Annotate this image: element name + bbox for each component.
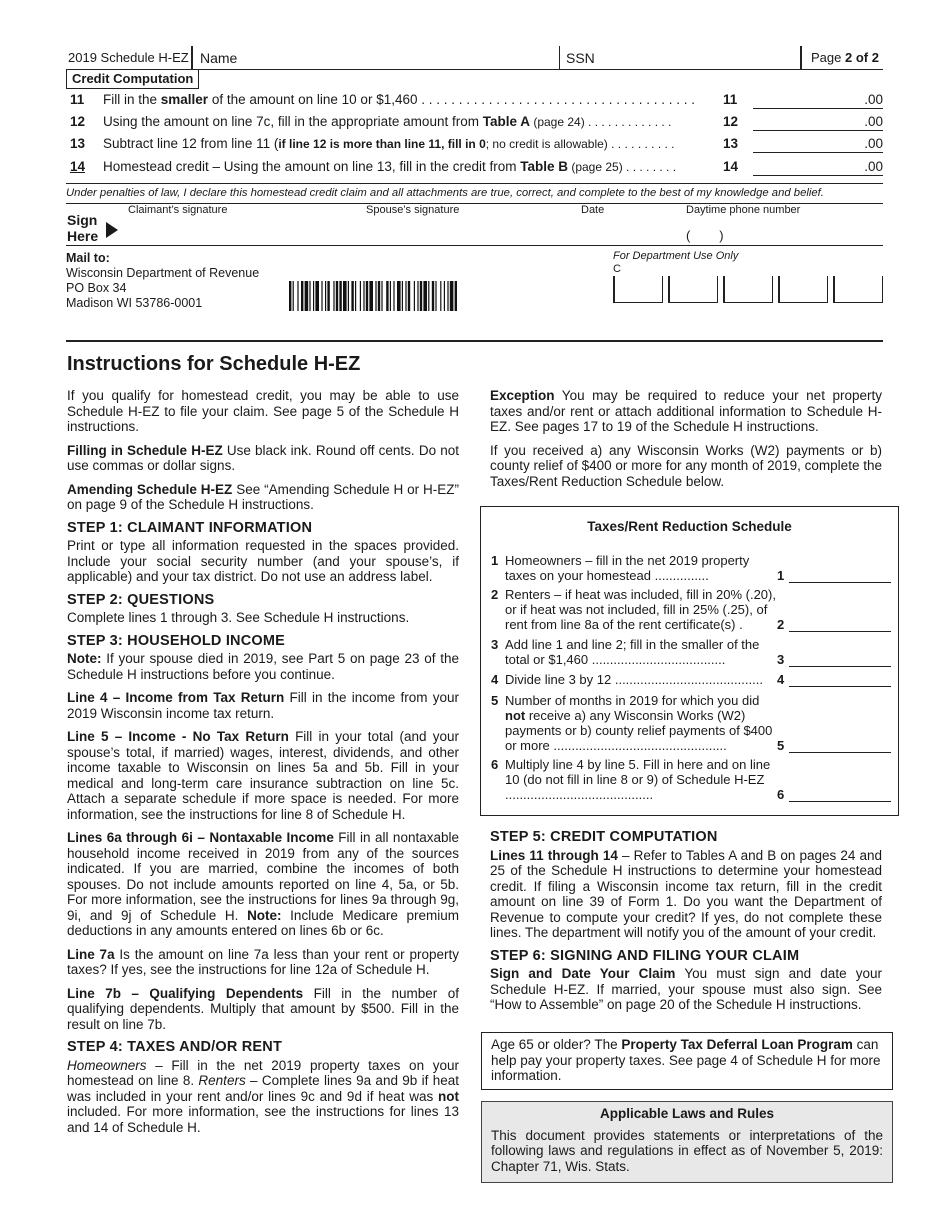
date-field[interactable] (580, 218, 680, 242)
line6-paragraph: Lines 6a through 6i – Nontaxable Income Fill in all nontaxable household income received in 2019 from any of the sources indicated. If you are married, combine the incomes of both spouses. Do not include amounts reported on line 4, 5a, or 5b. For more information, see the instructions for lines 9a through 9g, 9i, and 9j of Schedule H. Note: Include Medicare premium deductions in any amounts entered on lines 6b or 6c. (67, 830, 459, 938)
age-65-box: Age 65 or older? The Property Tax Deferral Loan Program can help pay your property taxes. See page 4 of Schedule H for more information. (481, 1032, 893, 1090)
filling-paragraph: Filling in Schedule H-EZ Use black ink. Round off cents. Do not use commas or dollar signs. (67, 442, 459, 473)
taxes-rent-reduction-schedule: Taxes/Rent Reduction Schedule 1 Homeowners – fill in the net 2019 property taxes on your homestead ............... 1 2 Renters – if heat was included, fill in 20% (.20), or if heat was not included, fill in 25% (.25), of rent from line 8a of the rent certificate(s) . 2 3 Add line 1 and line 2; fill in the smaller of the total or $1,460 ..................................... 3 4 Divide line 3 by 12 ......................................... 4 5 Number of months in 2019 for which you did not receive a) any Wisconsin Works (W2) payments or b) county relief payments of $400 or more ................................................ 5 6 Multiply line 4 by line 5. Fill in here and on line 10 (do not fill in line 8 or 9) of Schedule H-EZ ......................................... 6 (480, 506, 899, 816)
amending-paragraph: Amending Schedule H-EZ See “Amending Schedule H or H-EZ” on page 9 of the Schedule H instructions. (67, 481, 459, 512)
credit-computation-title: Credit Computation (66, 70, 199, 89)
intro-text: If you qualify for homestead credit, you may be able to use Schedule H-EZ to file your claim. See page 5 of the Schedule H instructions. (67, 388, 459, 434)
step5-text: Lines 11 through 14 – Refer to Tables A and B on pages 24 and 25 of the Schedule H instructions to determine your homestead credit. If filing a Wisconsin income tax return, fill in the credit amount on line 39 of Form 1. Do you want the Department of Revenue to compute your credit? If yes, do not complete these lines. The department will notify you of the amount of your credit. (490, 847, 882, 940)
dept-code: C (613, 263, 621, 275)
credit-line-11: 11 Fill in the smaller of the amount on line 10 or $1,460 . . . . . . . . . . . . . . . . . . . . . . . . . . . . . . . . . . . . . 11 .00 (70, 92, 883, 107)
divider (66, 183, 883, 184)
dept-box-5 (833, 276, 883, 303)
divider (800, 46, 802, 70)
line-13-amount-field[interactable]: .00 (753, 136, 883, 153)
spouse-signature-field[interactable] (365, 218, 575, 242)
laws-title: Applicable Laws and Rules (599, 1106, 775, 1121)
note-paragraph: Note: If your spouse died in 2019, see Part 5 on page 23 of the Schedule H instructions before you continue. (67, 651, 459, 682)
dept-use-label: For Department Use Only (613, 250, 739, 262)
credit-line-14: 14 Homestead credit – Using the amount on line 13, fill in the credit from Table B (page 25) . . . . . . . . 14 .00 (70, 159, 883, 174)
arrow-right-icon (105, 221, 119, 239)
instructions-left-column (67, 388, 459, 1143)
claimant-signature-label: Claimant’s signature (128, 204, 228, 216)
page-header (66, 46, 883, 70)
form-id: 2019 Schedule H-EZ (68, 50, 189, 65)
divider (66, 340, 883, 342)
instructions-right-lower (490, 826, 882, 1021)
step4-heading: STEP 4: TAXES AND/OR RENT (67, 1039, 283, 1055)
instructions-title: Instructions for Schedule H-EZ (67, 353, 361, 375)
trs-line-2-field[interactable] (789, 617, 891, 632)
ssn-label: SSN (566, 50, 595, 66)
spouse-signature-label: Spouse’s signature (366, 204, 460, 216)
trs-line-3-field[interactable] (789, 652, 891, 667)
page-number: Page 2 of 2 (811, 50, 879, 65)
mail-address: Mail to: Wisconsin Department of Revenue PO Box 34 Madison WI 53786-0001 (66, 251, 260, 310)
w2-paragraph: If you received a) any Wisconsin Works (W2) payments or b) county relief of $400 or more for any month of 2019, complete the Taxes/Rent Reduction Schedule below. (490, 442, 882, 489)
step1-heading: STEP 1: CLAIMANT INFORMATION (67, 519, 313, 536)
exception-paragraph: Exception You may be required to reduce your net property taxes and/or rent or attach additional information to Schedule H-EZ. See pages 17 to 19 of the Schedule H instructions. (490, 388, 882, 434)
line-11-amount-field[interactable]: .00 (753, 92, 883, 109)
divider (66, 245, 883, 246)
trs-title: Taxes/Rent Reduction Schedule (587, 519, 792, 534)
name-label: Name (200, 50, 238, 66)
step3-heading: STEP 3: HOUSEHOLD INCOME (67, 632, 286, 649)
credit-line-13: 13 Subtract line 12 from line 11 (if line 12 is more than line 11, fill in 0; no credit is allowable) . . . . . . . . . . 13 .00 (70, 136, 883, 151)
trs-line-4-field[interactable] (789, 672, 891, 687)
penalty-statement: Under penalties of law, I declare this homestead credit claim and all attachments are true, correct, and complete to the best of my knowledge and belief. (66, 187, 824, 199)
line7a-paragraph: Line 7a Is the amount on line 7a less than your rent or property taxes? If yes, see the instructions for line 12a of Schedule H. (67, 946, 460, 977)
phone-field[interactable]: ( ) (686, 228, 724, 243)
laws-text: This document provides statements or interpretations of the following laws and regulations in effect as of November 5, 2019: Chapter 71, Wis. Stats. (491, 1127, 883, 1174)
line-14-amount-field[interactable]: .00 (753, 159, 883, 176)
dept-box-2 (668, 276, 718, 303)
instructions-right-column (490, 388, 882, 497)
line7b-paragraph: Line 7b – Qualifying Dependents Fill in the number of qualifying dependents. Multiply that amount by $500. Fill in the result on line 7b. (67, 985, 459, 1032)
step6-text: Sign and Date Your Claim You must sign and date your Schedule H-EZ. If married, your spouse must also sign. See “How to Assemble” on page 20 of the Schedule H instructions. (490, 966, 883, 1012)
credit-line-12: 12 Using the amount on line 7c, fill in the appropriate amount from Table A (page 24) . . . . . . . . . . . . . 12 .00 (70, 114, 883, 129)
divider (559, 46, 560, 70)
phone-label: Daytime phone number (686, 204, 801, 216)
step1-text: Print or type all information requested in the spaces provided. Include your social security number (and your spouse’s, if applicable) and your tax district. Do not use an address label. (67, 538, 459, 584)
trs-line-5-field[interactable] (789, 738, 891, 753)
trs-line-6-field[interactable] (789, 787, 891, 802)
date-label: Date (581, 204, 605, 216)
line4-paragraph: Line 4 – Income from Tax Return Fill in the income from your 2019 Wisconsin income tax return. (67, 690, 459, 721)
dept-box-1 (613, 276, 663, 303)
line5-paragraph: Line 5 – Income - No Tax Return Fill in your total (and your spouse’s total, if married) wages, interest, dividends, and other income taxable to Wisconsin on lines 5a and 5b. Fill in your medical and long-term care insurance subtraction on line 5c. Attach a separate schedule if more space is needed. For more information, see the instructions for line 8 of Schedule H. (67, 729, 459, 822)
line-12-amount-field[interactable]: .00 (753, 114, 883, 131)
barcode-icon (289, 281, 581, 311)
step2-heading: STEP 2: QUESTIONS (67, 591, 215, 608)
dept-box-3 (723, 276, 773, 303)
applicable-laws-box (481, 1101, 893, 1183)
claimant-signature-field[interactable] (125, 218, 355, 242)
dept-box-4 (778, 276, 828, 303)
step5-heading: STEP 5: CREDIT COMPUTATION (490, 829, 718, 845)
step2-text: Complete lines 1 through 3. See Schedule H instructions. (67, 610, 410, 625)
sign-here-label: Sign Here (67, 212, 99, 244)
step4-text: Homeowners – Fill in the net 2019 property taxes on your homestead on line 8. Renters – Complete lines 9a and 9b if heat was included in your rent and/or lines 9c and 9d if heat was not included. For more information, see the instructions for lines 13 and 14 of Schedule H. (67, 1057, 459, 1135)
divider (191, 46, 193, 70)
step6-heading: STEP 6: SIGNING AND FILING YOUR CLAIM (490, 947, 800, 964)
trs-line-1-field[interactable] (789, 568, 891, 583)
